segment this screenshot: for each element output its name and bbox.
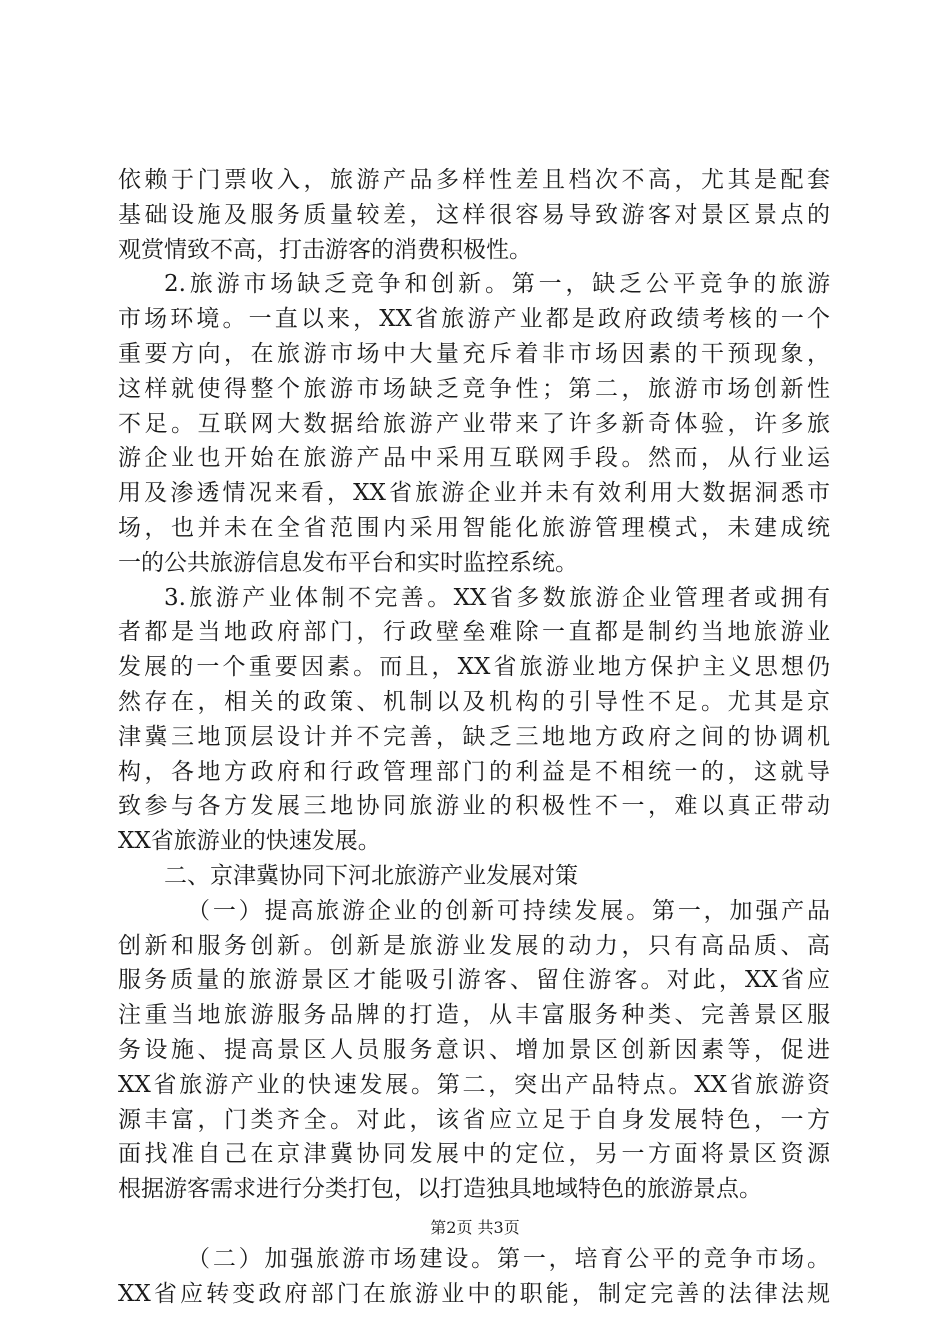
paragraph <box>118 163 830 267</box>
text-line: 构，各地方政府和行政管理部门的利益是不相统一的，这就导 <box>118 758 830 785</box>
text-line: 2.旅游市场缺乏竞争和创新。第一，缺乏公平竞争的旅游 <box>164 271 830 298</box>
text-line: 创新和服务创新。创新是旅游业发展的动力，只有高品质、高 <box>118 932 830 959</box>
text-line: （二）加强旅游市场建设。第一，培育公平的竞争市场。 <box>187 1245 830 1272</box>
text-line: 重要方向，在旅游市场中大量充斥着非市场因素的干预现象， <box>118 340 830 367</box>
text-line: 根据游客需求进行分类打包，以打造独具地域特色的旅游景点。 <box>118 1176 762 1203</box>
text-line: 观赏情致不高，打击游客的消费积极性。 <box>118 236 532 263</box>
text-line: 二、京津冀协同下河北旅游产业发展对策 <box>164 862 578 889</box>
text-line: 市场环境。一直以来，XX省旅游产业都是政府政绩考核的一个 <box>118 306 830 333</box>
text-line: 依赖于门票收入，旅游产品多样性差且档次不高，尤其是配套 <box>118 167 830 193</box>
text-line: 游企业也开始在旅游产品中采用互联网手段。然而，从行业运 <box>118 445 830 472</box>
text-line: 津冀三地顶层设计并不完善，缺乏三地地方政府之间的协调机 <box>118 723 830 750</box>
paragraph <box>118 859 830 894</box>
document-body <box>118 163 830 1312</box>
paragraph <box>118 1242 830 1312</box>
text-line: 面找准自己在京津冀协同发展中的定位，另一方面将景区资源 <box>118 1141 830 1168</box>
text-line: XX省旅游业的快速发展。 <box>118 828 381 855</box>
text-line: 这样就使得整个旅游市场缺乏竞争性；第二，旅游市场创新性 <box>118 375 830 402</box>
text-line: 服务质量的旅游景区才能吸引游客、留住游客。对此，XX省应 <box>118 967 830 994</box>
page-footer <box>0 1218 950 1238</box>
text-line: 一的公共旅游信息发布平台和实时监控系统。 <box>118 549 578 576</box>
paragraph <box>118 894 830 1207</box>
text-line: 然存在，相关的政策、机制以及机构的引导性不足。尤其是京 <box>118 688 830 715</box>
text-line: 注重当地旅游服务品牌的打造，从丰富服务种类、完善景区服 <box>118 1002 830 1029</box>
text-line: 场，也并未在全省范围内采用智能化旅游管理模式，未建成统 <box>118 514 830 541</box>
text-line: 不足。互联网大数据给旅游产业带来了许多新奇体验，许多旅 <box>118 410 830 437</box>
text-line: 基础设施及服务质量较差，这样很容易导致游客对景区景点的 <box>118 201 830 228</box>
paragraph <box>118 267 830 580</box>
text-line: 者都是当地政府部门，行政壁垒难除一直都是制约当地旅游业 <box>118 619 830 646</box>
text-line: 务设施、提高景区人员服务意识、增加景区创新因素等，促进 <box>118 1036 830 1063</box>
paragraph <box>118 581 830 859</box>
text-line: 源丰富，门类齐全。对此，该省应立足于自身发展特色，一方 <box>118 1106 830 1133</box>
page-number-label: 第2页 共3页 <box>430 1218 520 1237</box>
text-line: 3.旅游产业体制不完善。XX省多数旅游企业管理者或拥有 <box>164 584 830 611</box>
text-line: 发展的一个重要因素。而且，XX省旅游业地方保护主义思想仍 <box>118 654 830 681</box>
text-line: 用及渗透情况来看，XX省旅游企业并未有效利用大数据洞悉市 <box>118 480 830 507</box>
text-line: 致参与各方发展三地协同旅游业的积极性不一，难以真正带动 <box>118 793 830 820</box>
text-line: （一）提高旅游企业的创新可持续发展。第一，加强产品 <box>187 897 830 924</box>
text-line: XX省应转变政府部门在旅游业中的职能，制定完善的法律法规 <box>118 1280 830 1307</box>
text-line: XX省旅游产业的快速发展。第二，突出产品特点。XX省旅游资 <box>118 1071 830 1098</box>
